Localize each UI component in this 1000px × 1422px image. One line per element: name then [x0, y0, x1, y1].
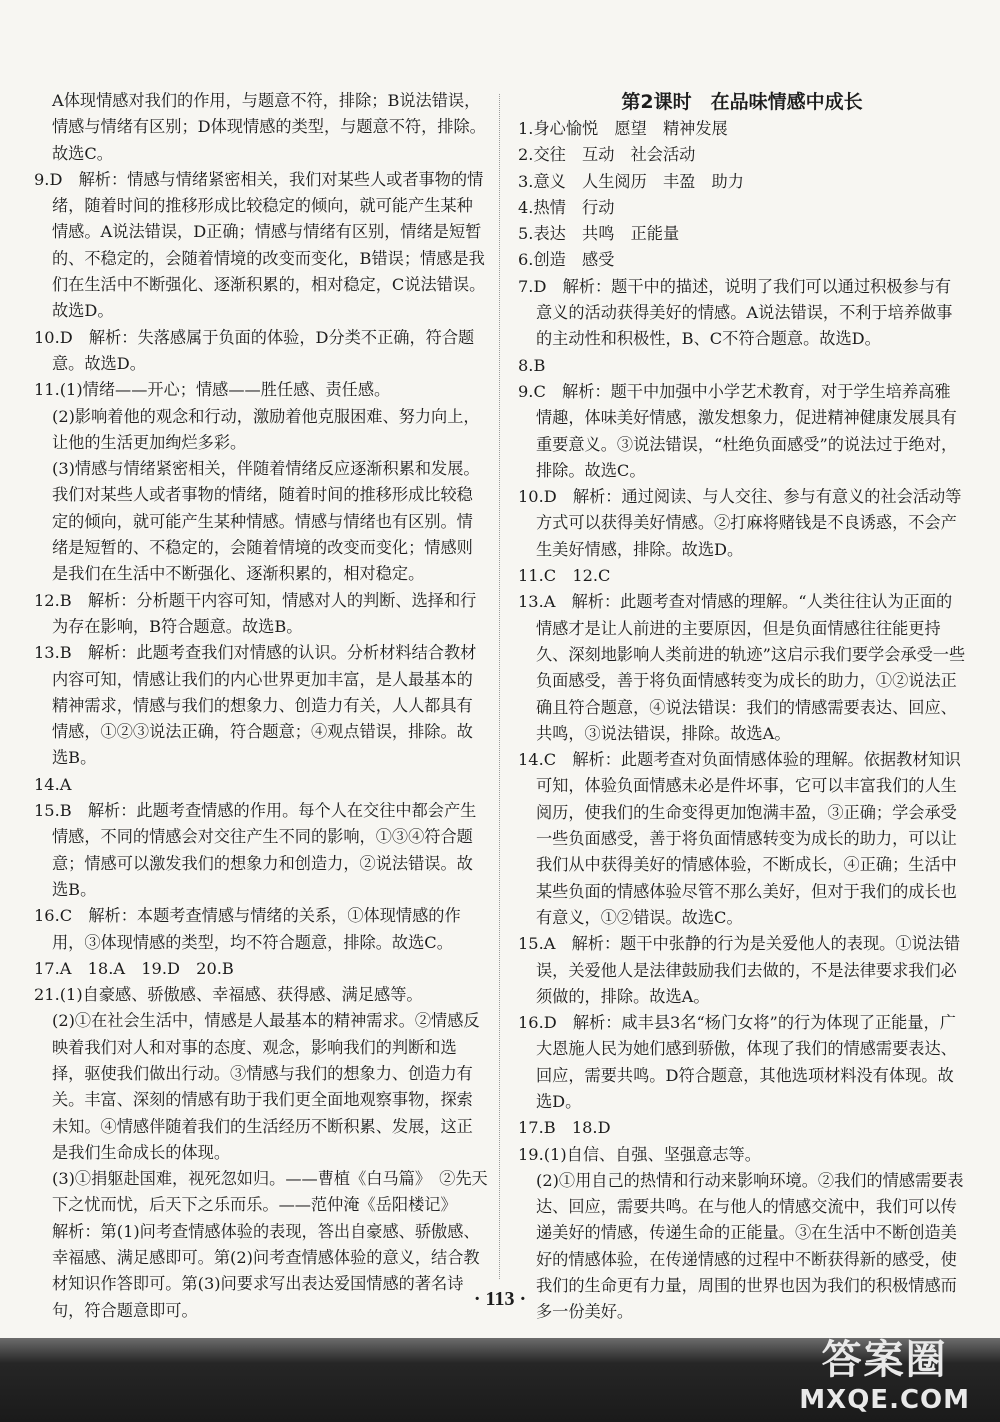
- answer-paragraph: 15.B 解析：此题考查情感的作用。每个人在交往中都会产生情感，不同的情感会对交往产生不同的影响，①③④符合题意；情感可以激发我们的想象力和创造力，②说法错误。故选B。: [34, 801, 477, 899]
- answer-paragraph: 2.交往 互动 社会活动: [518, 145, 696, 165]
- answer-paragraph: 21.(1)自豪感、骄傲感、幸福感、获得感、满足感等。: [34, 985, 423, 1005]
- answer-paragraph: 3.意义 人生阅历 丰盈 助力: [518, 171, 744, 191]
- answer-paragraph: 14.A: [34, 774, 72, 794]
- left-column: [34, 88, 488, 1324]
- answer-paragraph: 4.热情 行动: [518, 197, 615, 217]
- answer-paragraph: (2)影响着他的观念和行动，激励着他克服困难、努力向上，让他的生活更加绚烂多彩。: [52, 406, 480, 452]
- answer-paragraph: 17.B 18.D: [518, 1118, 611, 1138]
- section-heading: 第2课时 在品味情感中成长: [621, 91, 863, 113]
- answer-paragraph: (3)①捐躯赴国难，视死忽如归。——曹植《白马篇》 ②先天下之忧而忧，后天下之乐而乐。——范仲淹《岳阳楼记》: [52, 1169, 488, 1215]
- watermark-title: 答案圈: [821, 1337, 948, 1383]
- watermark-logo: [799, 1336, 970, 1416]
- answer-paragraph: 12.B 解析：分析题干内容可知，情感对人的判断、选择和行为存在影响，B符合题意。故选B。: [34, 590, 477, 636]
- answer-paragraph: 10.D 解析：通过阅读、与人交往、参与有意义的社会活动等方式可以获得美好情感。②打麻将赌钱是不良诱惑，不会产生美好情感，排除。故选D。: [518, 487, 962, 559]
- answer-paragraph: (3)情感与情绪紧密相关，伴随着情绪反应逐渐积累和发展。我们对某些人或者事物的情绪，随着时间的推移形成比较稳定的倾向，就可能产生某种情感。情感与情绪也有区别。情绪是短暂的、不稳定的，会随着情境的改变而变化；情感则是我们在生活中不断强化、逐渐积累的，相对稳定。: [52, 459, 480, 584]
- right-column-body: [518, 116, 966, 1326]
- page-number: · 113 ·: [473, 1288, 527, 1310]
- answer-paragraph: 6.创造 感受: [518, 250, 615, 270]
- answer-paragraph: 9.C 解析：题干中加强中小学艺术教育，对于学生培养高雅情趣，体味美好情感，激发想象力，促进精神健康发展具有重要意义。③说法错误，“杜绝负面感受”的说法过于绝对，排除。故选C。: [518, 381, 958, 480]
- answer-paragraph: 13.B 解析：此题考查我们对情感的认识。分析材料结合教材内容可知，情感让我们的内心世界更加丰富，是人最基本的精神需求，情感与我们的想象力、创造力有关，人人都具有情感，①②③说法正确，符合题意；④观点错误，排除。故选B。: [34, 643, 477, 768]
- answer-paragraph: 16.C 解析：本题考查情感与情绪的关系，①体现情感的作用，③体现情感的类型，均不符合题意，排除。故选C。: [34, 906, 461, 952]
- answer-paragraph: 7.D 解析：题干中的描述，说明了我们可以通过积极参与有意义的活动获得美好的情感。A说法错误，不利于培养做事的主动性和积极性，B、C不符合题意。故选D。: [518, 276, 953, 349]
- answer-paragraph: 14.C 解析：此题考查对负面情感体验的理解。依据教材知识可知，体验负面情感未必是件坏事，它可以丰富我们的人生阅历，使我们的生命变得更加饱满丰盈，③正确；学会承受一些负面感受，善于将负面情感转变为成长的助力，可以让我们从中获得美好的情感体验，不断成长，④正确；生活中某些负面的情感体验尽管不那么美好，但对于我们的成长也有意义，①②错误。故选C。: [518, 750, 961, 927]
- answer-paragraph: 11.C 12.C: [518, 566, 611, 586]
- right-column: [518, 88, 966, 1326]
- answer-paragraph: (2)①在社会生活中，情感是人最基本的精神需求。②情感反映着我们对人和对事的态度、观念，影响我们的判断和选择，驱使我们做出行动。③情感与我们的想象力、创造力有关。丰富、深刻的情感有助于我们更全面地观察事物，探索未知。④情感伴随着我们的生活经历不断积累、发展，这正是我们生命成长的体现。: [52, 1011, 480, 1162]
- answer-paragraph: 1.身心愉悦 愿望 精神发展: [518, 119, 728, 138]
- answer-paragraph: 10.D 解析：失落感属于负面的体验，D分类不正确，符合题意。故选D。: [34, 327, 475, 373]
- answer-paragraph: 9.D 解析：情感与情绪紧密相关，我们对某些人或者事物的情绪，随着时间的推移形成比较稳定的倾向，就可能产生某种情感。A说法错误，D正确；情感与情绪有区别，情绪是短暂的、不稳定的，会随着情境的改变而变化，B错误；情感是我们在生活中不断强化、逐渐积累的，相对稳定，C说法错误。故选D。: [34, 169, 486, 321]
- answer-paragraph: 5.表达 共鸣 正能量: [518, 224, 680, 244]
- watermark-url: MXQE.COM: [799, 1385, 970, 1415]
- answer-paragraph: 13.A 解析：此题考查对情感的理解。“人类往往认为正面的情感才是让人前进的主要原因，但是负面情感往往能更持久、深刻地影响人类前进的轨迹”这启示我们要学会承受一些负面感受，善于将负面情感转变为成长的助力，①②说法正确且符合题意，④说法错误：我们的情感需要表达、回应、共鸣，③说法错误，排除。故选A。: [518, 592, 966, 743]
- answer-paragraph: 19.(1)自信、自强、坚强意志等。: [518, 1144, 761, 1164]
- answer-paragraph: 11.(1)情绪——开心；情感——胜任感、责任感。: [34, 380, 391, 400]
- answer-paragraph: (2)①用自己的热情和行动来影响环境。②我们的情感需要表达、回应，需要共鸣。在与他人的情感交流中，我们可以传递美好的情感，传递生命的正能量。③在生活中不断创造美好的情感体验，在传递情感的过程中不断获得新的感受，使我们的生命更有力量，周围的世界也因为我们的积极情感而多一份美好。: [536, 1170, 964, 1322]
- answer-paragraph: A体现情感对我们的作用，与题意不符，排除；B说法错误，情感与情绪有区别；D体现情感的类型，与题意不符，排除。故选C。: [52, 91, 486, 163]
- answer-paragraph: 8.B: [518, 355, 546, 375]
- answer-paragraph: 解析：第(1)问考查情感体验的表现，答出自豪感、骄傲感、幸福感、满足感即可。第(2)问考查情感体验的意义，结合教材知识作答即可。第(3)问要求写出表达爱国情感的著名诗句，符合题意即可。: [52, 1221, 480, 1320]
- column-divider: [499, 94, 500, 1279]
- answer-paragraph: 15.A 解析：题干中张静的行为是关爱他人的表现。①说法错误，关爱他人是法律鼓励我们去做的，不是法律要求我们必须做的，排除。故选A。: [518, 934, 961, 1006]
- answer-paragraph: 17.A 18.A 19.D 20.B: [34, 958, 234, 978]
- answer-paragraph: 16.D 解析：咸丰县3名“杨门女将”的行为体现了正能量，广大恩施人民为她们感到骄傲，体现了我们的情感需要表达、回应，需要共鸣。D符合题意，其他选项材料没有体现。故选D。: [518, 1013, 957, 1111]
